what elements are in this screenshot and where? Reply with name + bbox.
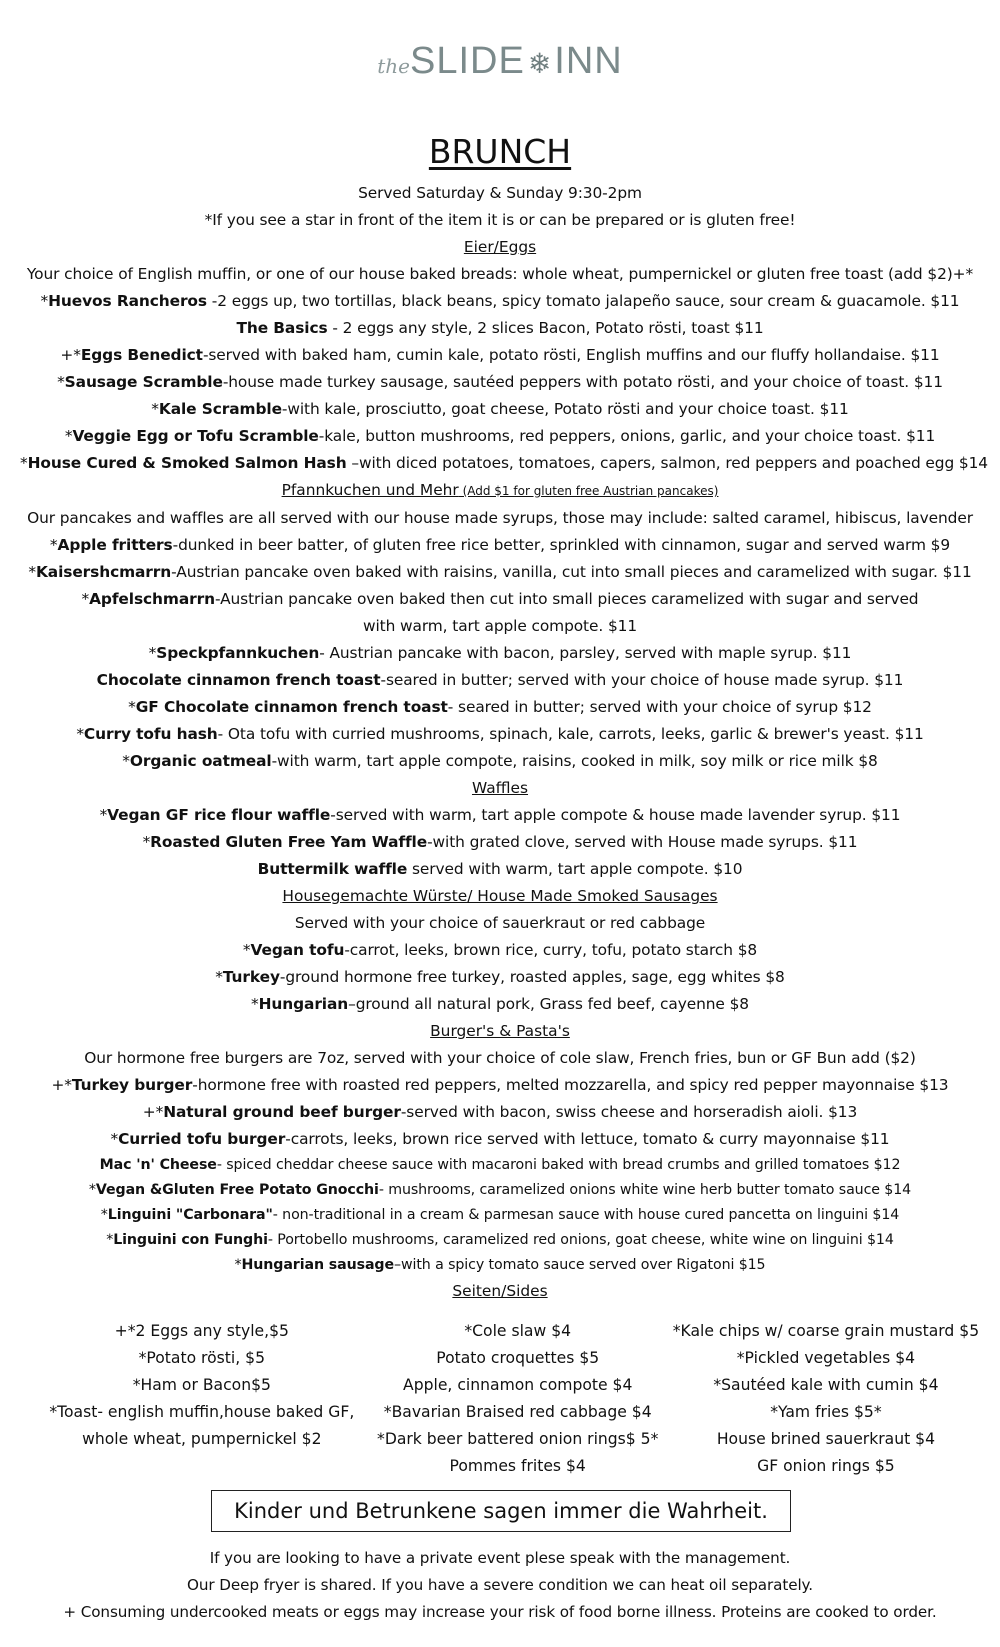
menu-item-name: Huevos Rancheros <box>48 292 207 310</box>
menu-item-name: Vegan GF rice flour waffle <box>107 806 331 824</box>
menu-item <box>20 991 980 1018</box>
menu-item-description: -dunked in beer batter, of gluten free rice better, sprinkled with cinnamon, sugar and served warm $9 <box>172 536 951 554</box>
menu-item-description: -carrots, leeks, brown rice served with lettuce, tomato & curry mayonnaise $11 <box>285 1130 890 1148</box>
menu-item-name: Hungarian sausage <box>241 1257 394 1273</box>
menu-item-name: Apple fritters <box>57 536 173 554</box>
sides-column-2 <box>364 1318 672 1480</box>
menu-body <box>20 180 988 1305</box>
menu-item-description: -served with bacon, swiss cheese and horseradish aioli. $13 <box>400 1103 858 1121</box>
menu-item-name: Kale Scramble <box>158 400 282 418</box>
motto-box: Kinder und Betrunkene sagen immer die Wahrheit. <box>211 1490 791 1532</box>
menu-item-marker: * <box>151 400 159 418</box>
menu-item-description: - non-traditional in a cream & parmesan sauce with house cured pancetta on linguini $14 <box>272 1207 900 1223</box>
section-heading-pancakes <box>20 477 980 505</box>
menu-item-marker: * <box>57 373 65 391</box>
menu-item-marker: * <box>122 752 130 770</box>
eggs-intro: Your choice of English muffin, or one of our house baked breads: whole wheat, pumpernickel or gluten free toast (add $2)+* <box>26 265 974 283</box>
sides-column-1 <box>40 1318 364 1480</box>
menu-item-description: -with kale, prosciutto, goat cheese, Potato rösti and your choice toast. $11 <box>281 400 849 418</box>
side-item: whole wheat, pumpernickel $2 <box>82 1430 322 1448</box>
menu-item-marker: * <box>49 536 58 554</box>
pancakes-list <box>20 532 980 775</box>
menu-item-name: GF Chocolate cinnamon french toast <box>135 698 448 716</box>
menu-item-marker: * <box>110 1130 119 1148</box>
side-item: Potato croquettes $5 <box>436 1349 600 1367</box>
footer-line: If you are looking to have a private event plese speak with the management. <box>209 1549 791 1567</box>
menu-item <box>20 856 980 883</box>
menu-item-marker: * <box>106 1232 114 1248</box>
menu-item-description: –ground all natural pork, Grass fed beef, cayenne $8 <box>348 995 749 1013</box>
menu-item <box>20 1203 980 1228</box>
footer-line: Our Deep fryer is shared. If you have a severe condition we can heat oil separately. <box>186 1576 814 1594</box>
menu-item-description: - mushrooms, caramelized onions white wine herb butter tomato sauce $14 <box>378 1182 912 1198</box>
side-item: *Ham or Bacon$5 <box>132 1376 271 1394</box>
menu-item-name: Roasted Gluten Free Yam Waffle <box>150 833 428 851</box>
menu-item-name: Mac 'n' Cheese <box>99 1157 217 1173</box>
menu-item-marker: +* <box>142 1103 164 1121</box>
section-heading-waffles: Waffles <box>471 779 529 797</box>
menu-item-name: Turkey burger <box>71 1076 193 1094</box>
menu-item <box>20 1228 980 1253</box>
menu-item-name: Chocolate cinnamon french toast <box>96 671 381 689</box>
menu-item <box>20 288 980 315</box>
menu-item-description: served with warm, tart apple compote. $10 <box>407 860 743 878</box>
menu-item <box>20 1126 980 1153</box>
menu-item <box>20 315 980 342</box>
section-heading-eggs: Eier/Eggs <box>463 238 537 256</box>
menu-item-marker: * <box>215 968 223 986</box>
menu-item-description: - Portobello mushrooms, caramelized red onions, goat cheese, white wine on linguini $14 <box>267 1232 894 1248</box>
menu-item-description: -kale, button mushrooms, red peppers, onions, garlic, and your choice toast. $11 <box>318 427 936 445</box>
logo-slide: SLIDE <box>410 40 525 82</box>
menu-item <box>20 559 980 586</box>
sides-column-3 <box>672 1318 980 1480</box>
eggs-list <box>20 288 988 477</box>
menu-item-marker: * <box>128 698 136 716</box>
menu-item <box>20 964 980 991</box>
menu-item-description: - Ota tofu with curried mushrooms, spinach, kale, carrots, leeks, garlic & brewer's yeast. $11 <box>217 725 924 743</box>
menu-item <box>20 532 980 559</box>
menu-item-marker: * <box>76 725 84 743</box>
menu-item-name: The Basics <box>236 319 328 337</box>
waffles-list <box>20 802 980 883</box>
menu-item <box>20 342 980 369</box>
menu-item-description: - spiced cheddar cheese sauce with macaroni baked with bread crumbs and grilled tomatoes $12 <box>216 1157 901 1173</box>
menu-item-description: -2 eggs up, two tortillas, black beans, spicy tomato jalapeño sauce, sour cream & guacamole. $11 <box>206 292 960 310</box>
page-title: BRUNCH <box>428 132 572 171</box>
pancakes-intro: Our pancakes and waffles are all served with our house made syrups, those may include: salted caramel, hibiscus, lavender <box>27 509 973 527</box>
menu-item-name: Turkey <box>222 968 280 986</box>
menu-item-description: –with a spicy tomato sauce served over Rigatoni $15 <box>394 1257 766 1273</box>
menu-item-marker: * <box>88 1182 96 1198</box>
side-item: *Sautéed kale with cumin $4 <box>713 1376 939 1394</box>
menu-item-description: - 2 eggs any style, 2 slices Bacon, Potato rösti, toast $11 <box>327 319 764 337</box>
menu-item <box>20 1153 980 1178</box>
side-item: *Yam fries $5* <box>770 1403 882 1421</box>
menu-item-description: - Austrian pancake with bacon, parsley, served with maple syrup. $11 <box>319 644 852 662</box>
menu-item <box>20 450 988 477</box>
side-item: House brined sauerkraut $4 <box>716 1430 935 1448</box>
logo-the: the <box>377 54 410 78</box>
menu-item-description: –with diced potatoes, tomatoes, capers, salmon, red peppers and poached egg $14 <box>346 454 988 472</box>
menu-item-marker: * <box>142 833 151 851</box>
menu-item <box>20 721 980 748</box>
side-item: GF onion rings $5 <box>757 1457 895 1475</box>
menu-item-description: -served with baked ham, cumin kale, potato rösti, English muffins and our fluffy hollandaise. $11 <box>202 346 940 364</box>
burgers-intro: Our hormone free burgers are 7oz, served with your choice of cole slaw, French fries, bun or GF Bun add ($2) <box>84 1049 916 1067</box>
menu-item-name: Apfelschmarrn <box>89 590 215 608</box>
side-item: *Toast- english muffin,house baked GF, <box>49 1403 355 1421</box>
gluten-free-note: *If you see a star in front of the item it is or can be prepared or is gluten free! <box>204 211 796 229</box>
menu-item-marker: * <box>251 995 259 1013</box>
menu-item <box>20 1072 980 1099</box>
menu-item <box>20 802 980 829</box>
menu-item-description: -served with warm, tart apple compote & house made lavender syrup. $11 <box>330 806 901 824</box>
menu-item-description: -house made turkey sausage, sautéed peppers with potato rösti, and your choice of toast. $11 <box>222 373 943 391</box>
pancakes-heading-note: (Add $1 for gluten free Austrian pancakes) <box>458 484 719 498</box>
menu-item <box>20 369 980 396</box>
menu-item <box>20 829 980 856</box>
sides-columns <box>40 1318 980 1480</box>
menu-item-name: House Cured & Smoked Salmon Hash <box>27 454 347 472</box>
footer-line: + Consuming undercooked meats or eggs may increase your risk of food borne illness. Proteins are cooked to order. <box>63 1603 937 1621</box>
menu-item <box>20 1178 980 1203</box>
menu-item-name: Sausage Scramble <box>64 373 223 391</box>
burgers-list <box>20 1072 980 1153</box>
menu-item <box>20 667 980 694</box>
section-heading-sides: Seiten/Sides <box>452 1282 548 1300</box>
side-item: +*2 Eggs any style,$5 <box>114 1322 289 1340</box>
menu-item <box>20 640 980 667</box>
side-item: *Cole slaw $4 <box>464 1322 572 1340</box>
menu-item-name: Linguini con Funghi <box>113 1232 268 1248</box>
menu-item-marker: * <box>28 563 36 581</box>
menu-item-marker: * <box>99 806 108 824</box>
menu-item <box>20 423 980 450</box>
menu-item-description: -Austrian pancake oven baked then cut into small pieces caramelized with sugar and served with warm, tart apple compote. $11 <box>214 590 919 635</box>
sausages-list <box>20 937 980 1018</box>
menu-item-description: - seared in butter; served with your choice of syrup $12 <box>447 698 872 716</box>
menu-item-name: Vegan tofu <box>250 941 345 959</box>
menu-item-marker: * <box>64 427 73 445</box>
menu-item-description: -hormone free with roasted red peppers, melted mozzarella, and spicy red pepper mayonnaise $13 <box>192 1076 949 1094</box>
menu-item-marker: * <box>234 1257 242 1273</box>
menu-item-name: Linguini "Carbonara" <box>107 1207 273 1223</box>
menu-item-name: Vegan &Gluten Free Potato Gnocchi <box>95 1182 379 1198</box>
menu-item-description: -Austrian pancake oven baked with raisins, vanilla, cut into small pieces and caramelized with sugar. $11 <box>171 563 972 581</box>
side-item: Apple, cinnamon compote $4 <box>403 1376 633 1394</box>
menu-item <box>20 694 980 721</box>
menu-item <box>20 748 980 775</box>
side-item: *Dark beer battered onion rings$ 5* <box>377 1430 659 1448</box>
menu-item-marker: * <box>81 590 90 608</box>
menu-item-name: Organic oatmeal <box>129 752 272 770</box>
section-heading-sausages: Housegemachte Würste/ House Made Smoked Sausages <box>282 887 718 905</box>
menu-item-marker: * <box>100 1207 108 1223</box>
menu-item <box>20 1099 980 1126</box>
side-item: *Bavarian Braised red cabbage $4 <box>383 1403 652 1421</box>
restaurant-logo <box>0 40 1000 83</box>
menu-item-marker: +* <box>60 346 81 364</box>
menu-item-description: -carrot, leeks, brown rice, curry, tofu, potato starch $8 <box>344 941 758 959</box>
menu-item <box>20 937 980 964</box>
sausages-intro: Served with your choice of sauerkraut or red cabbage <box>294 914 706 932</box>
menu-item-marker: * <box>20 454 28 472</box>
side-item: *Kale chips w/ coarse grain mustard $5 <box>672 1322 980 1340</box>
pasta-list <box>20 1153 980 1278</box>
menu-item-name: Natural ground beef burger <box>163 1103 401 1121</box>
served-hours: Served Saturday & Sunday 9:30-2pm <box>358 184 642 202</box>
menu-item-name: Hungarian <box>258 995 349 1013</box>
menu-item-name: Curry tofu hash <box>83 725 218 743</box>
menu-item-description: -ground hormone free turkey, roasted apples, sage, egg whites $8 <box>279 968 785 986</box>
menu-item <box>20 1253 980 1278</box>
menu-item-name: Curried tofu burger <box>118 1130 286 1148</box>
menu-item <box>20 396 980 423</box>
logo-inn: INN <box>554 40 623 82</box>
menu-item-marker: * <box>40 292 49 310</box>
menu-item-name: Buttermilk waffle <box>257 860 408 878</box>
menu-item-name: Eggs Benedict <box>80 346 203 364</box>
menu-item-description: -seared in butter; served with your choice of house made syrup. $11 <box>380 671 904 689</box>
menu-item-marker: * <box>242 941 251 959</box>
snowflake-icon: ❄ <box>527 47 552 80</box>
menu-item-marker: +* <box>51 1076 72 1094</box>
section-heading-burgers: Burger's & Pasta's <box>430 1022 570 1040</box>
side-item: *Pickled vegetables $4 <box>736 1349 916 1367</box>
menu-item <box>20 586 980 640</box>
side-item: *Potato rösti, $5 <box>138 1349 265 1367</box>
pancakes-heading-text: Pfannkuchen und Mehr <box>281 481 459 499</box>
menu-item-name: Kaisershcmarrn <box>35 563 172 581</box>
menu-item-name: Speckpfannkuchen <box>156 644 320 662</box>
side-item: Pommes frites $4 <box>449 1457 586 1475</box>
footer-notes <box>0 1545 1000 1626</box>
menu-item-marker: * <box>148 644 157 662</box>
menu-item-description: -with grated clove, served with House made syrups. $11 <box>427 833 858 851</box>
menu-item-name: Veggie Egg or Tofu Scramble <box>72 427 319 445</box>
menu-item-description: -with warm, tart apple compote, raisins, cooked in milk, soy milk or rice milk $8 <box>271 752 878 770</box>
